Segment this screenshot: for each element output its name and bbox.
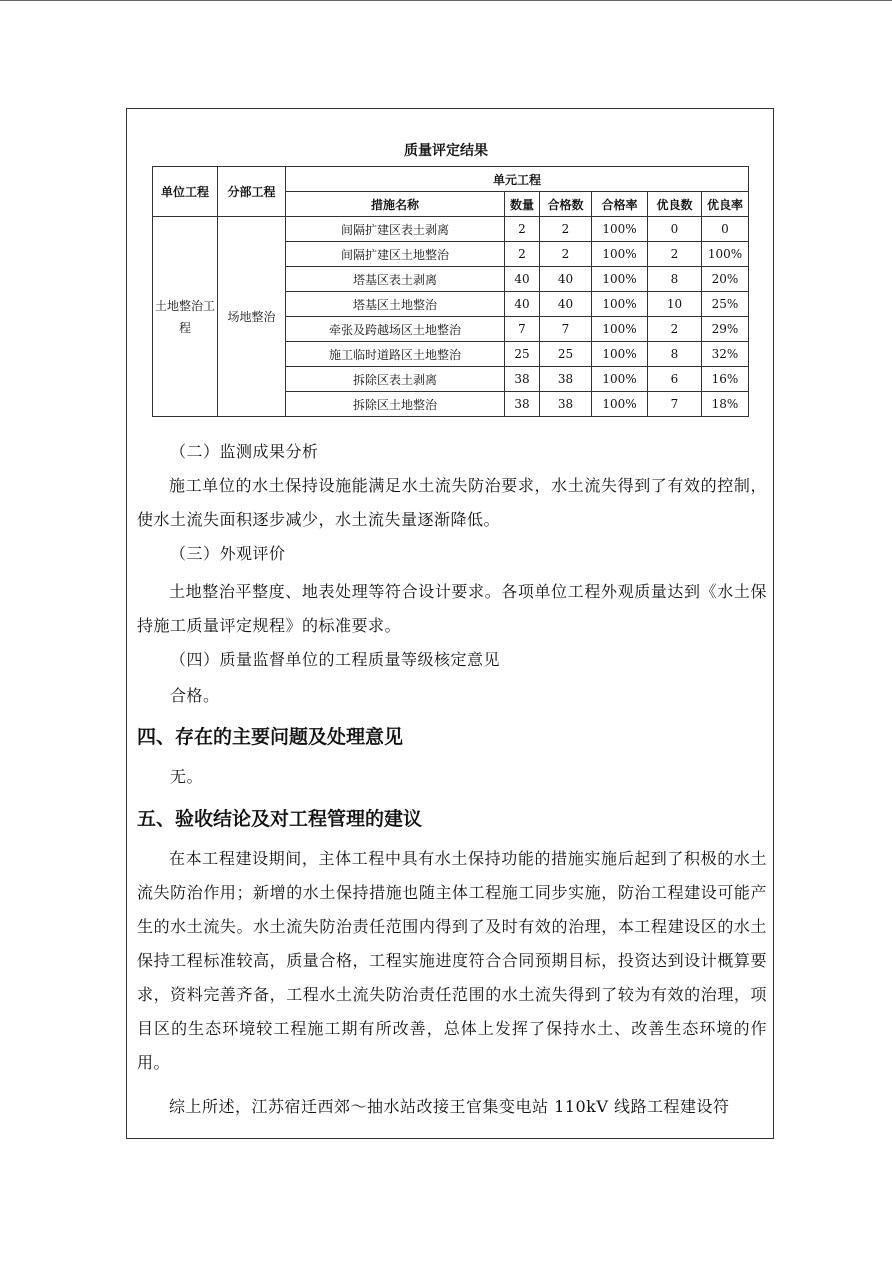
heading-4: 四、存在的主要问题及处理意见 xyxy=(137,726,404,748)
header-unit: 单位工程 xyxy=(153,167,218,217)
header-qty: 数量 xyxy=(505,192,540,217)
cell-qty: 40 xyxy=(505,292,540,317)
cell-good: 2 xyxy=(648,317,702,342)
cell-name: 塔基区土地整治 xyxy=(286,292,505,317)
cell-good: 10 xyxy=(648,292,702,317)
cell-name: 间隔扩建区土地整治 xyxy=(286,242,505,267)
cell-pass-rate: 100% xyxy=(592,267,648,292)
section-3-title: （三）外观评价 xyxy=(170,544,286,563)
heading-5-body-cont: 综上所述，江苏宿迁西郊～抽水站改接王官集变电站 110kV 线路工程建设符 xyxy=(169,1097,730,1116)
cell-qty: 2 xyxy=(505,217,540,242)
cell-pass: 2 xyxy=(540,242,592,267)
cell-pass-rate: 100% xyxy=(592,367,648,392)
cell-good-rate: 18% xyxy=(702,392,749,417)
cell-good-rate: 100% xyxy=(702,242,749,267)
cell-qty: 7 xyxy=(505,317,540,342)
cell-pass: 38 xyxy=(540,392,592,417)
header-good: 优良数 xyxy=(648,192,702,217)
header-pass: 合格数 xyxy=(540,192,592,217)
cell-name: 拆除区土地整治 xyxy=(286,392,505,417)
header-part: 分部工程 xyxy=(218,167,286,217)
table-row xyxy=(153,217,749,242)
heading-5-body: 在本工程建设期间，主体工程中具有水土保持功能的措施实施后起到了积极的水土流失防治作用；新增的水土保持措施也随主体工程施工同步实施，防治工程建设可能产生的水土流失。水土流失防治责任范围内得到了及时有效的治理，本工程建设区的水土保持工程标准较高，质量合格，工程实施进度符合合同预期目标，投资达到设计概算要求，资料完善齐备，工程水土流失防治责任范围的水土流失得到了较为有效的治理，项目区的生态环境较工程施工期有所改善，总体上发挥了保持水土、改善生态环境的作用。 xyxy=(137,849,767,1072)
cell-pass: 40 xyxy=(540,267,592,292)
cell-name: 塔基区表土剥离 xyxy=(286,267,505,292)
header-good-rate: 优良率 xyxy=(702,192,749,217)
heading-5: 五、验收结论及对工程管理的建议 xyxy=(137,808,423,830)
cell-good: 0 xyxy=(648,217,702,242)
cell-pass-rate: 100% xyxy=(592,342,648,367)
section-4-title: （四）质量监督单位的工程质量等级核定意见 xyxy=(170,650,501,669)
cell-pass: 2 xyxy=(540,217,592,242)
cell-good: 7 xyxy=(648,392,702,417)
unit-cell: 土地整治工程 xyxy=(153,217,218,417)
cell-name: 间隔扩建区表土剥离 xyxy=(286,217,505,242)
cell-pass-rate: 100% xyxy=(592,292,648,317)
cell-good-rate: 16% xyxy=(702,367,749,392)
cell-qty: 38 xyxy=(505,367,540,392)
page-top-rule xyxy=(0,0,892,1)
table-title: 质量评定结果 xyxy=(404,143,488,159)
cell-pass-rate: 100% xyxy=(592,217,648,242)
cell-pass-rate: 100% xyxy=(592,317,648,342)
cell-good: 8 xyxy=(648,267,702,292)
heading-4-body: 无。 xyxy=(170,767,204,786)
cell-pass-rate: 100% xyxy=(592,242,648,267)
cell-good: 8 xyxy=(648,342,702,367)
cell-pass-rate: 100% xyxy=(592,392,648,417)
cell-pass: 25 xyxy=(540,342,592,367)
cell-qty: 25 xyxy=(505,342,540,367)
quality-table xyxy=(152,166,749,417)
cell-qty: 40 xyxy=(505,267,540,292)
cell-good-rate: 32% xyxy=(702,342,749,367)
cell-qty: 2 xyxy=(505,242,540,267)
cell-pass: 40 xyxy=(540,292,592,317)
part-cell: 场地整治 xyxy=(218,217,286,417)
cell-good-rate: 0 xyxy=(702,217,749,242)
cell-name: 牵张及跨越场区土地整治 xyxy=(286,317,505,342)
cell-good-rate: 29% xyxy=(702,317,749,342)
cell-good-rate: 20% xyxy=(702,267,749,292)
section-2-body: 施工单位的水土保持设施能满足水土流失防治要求，水土流失得到了有效的控制，使水土流失面积逐步减少，水土流失量逐渐降低。 xyxy=(137,476,767,529)
cell-pass: 38 xyxy=(540,367,592,392)
cell-pass: 7 xyxy=(540,317,592,342)
header-element: 单元工程 xyxy=(286,167,749,192)
cell-name: 施工临时道路区土地整治 xyxy=(286,342,505,367)
cell-good: 6 xyxy=(648,367,702,392)
section-3-body: 土地整治平整度、地表处理等符合设计要求。各项单位工程外观质量达到《水土保持施工质量评定规程》的标准要求。 xyxy=(137,582,767,635)
header-name: 措施名称 xyxy=(286,192,505,217)
section-4-body: 合格。 xyxy=(170,686,220,705)
section-2-title: （二）监测成果分析 xyxy=(170,442,319,461)
cell-good: 2 xyxy=(648,242,702,267)
cell-qty: 38 xyxy=(505,392,540,417)
header-pass-rate: 合格率 xyxy=(592,192,648,217)
cell-good-rate: 25% xyxy=(702,292,749,317)
cell-name: 拆除区表土剥离 xyxy=(286,367,505,392)
